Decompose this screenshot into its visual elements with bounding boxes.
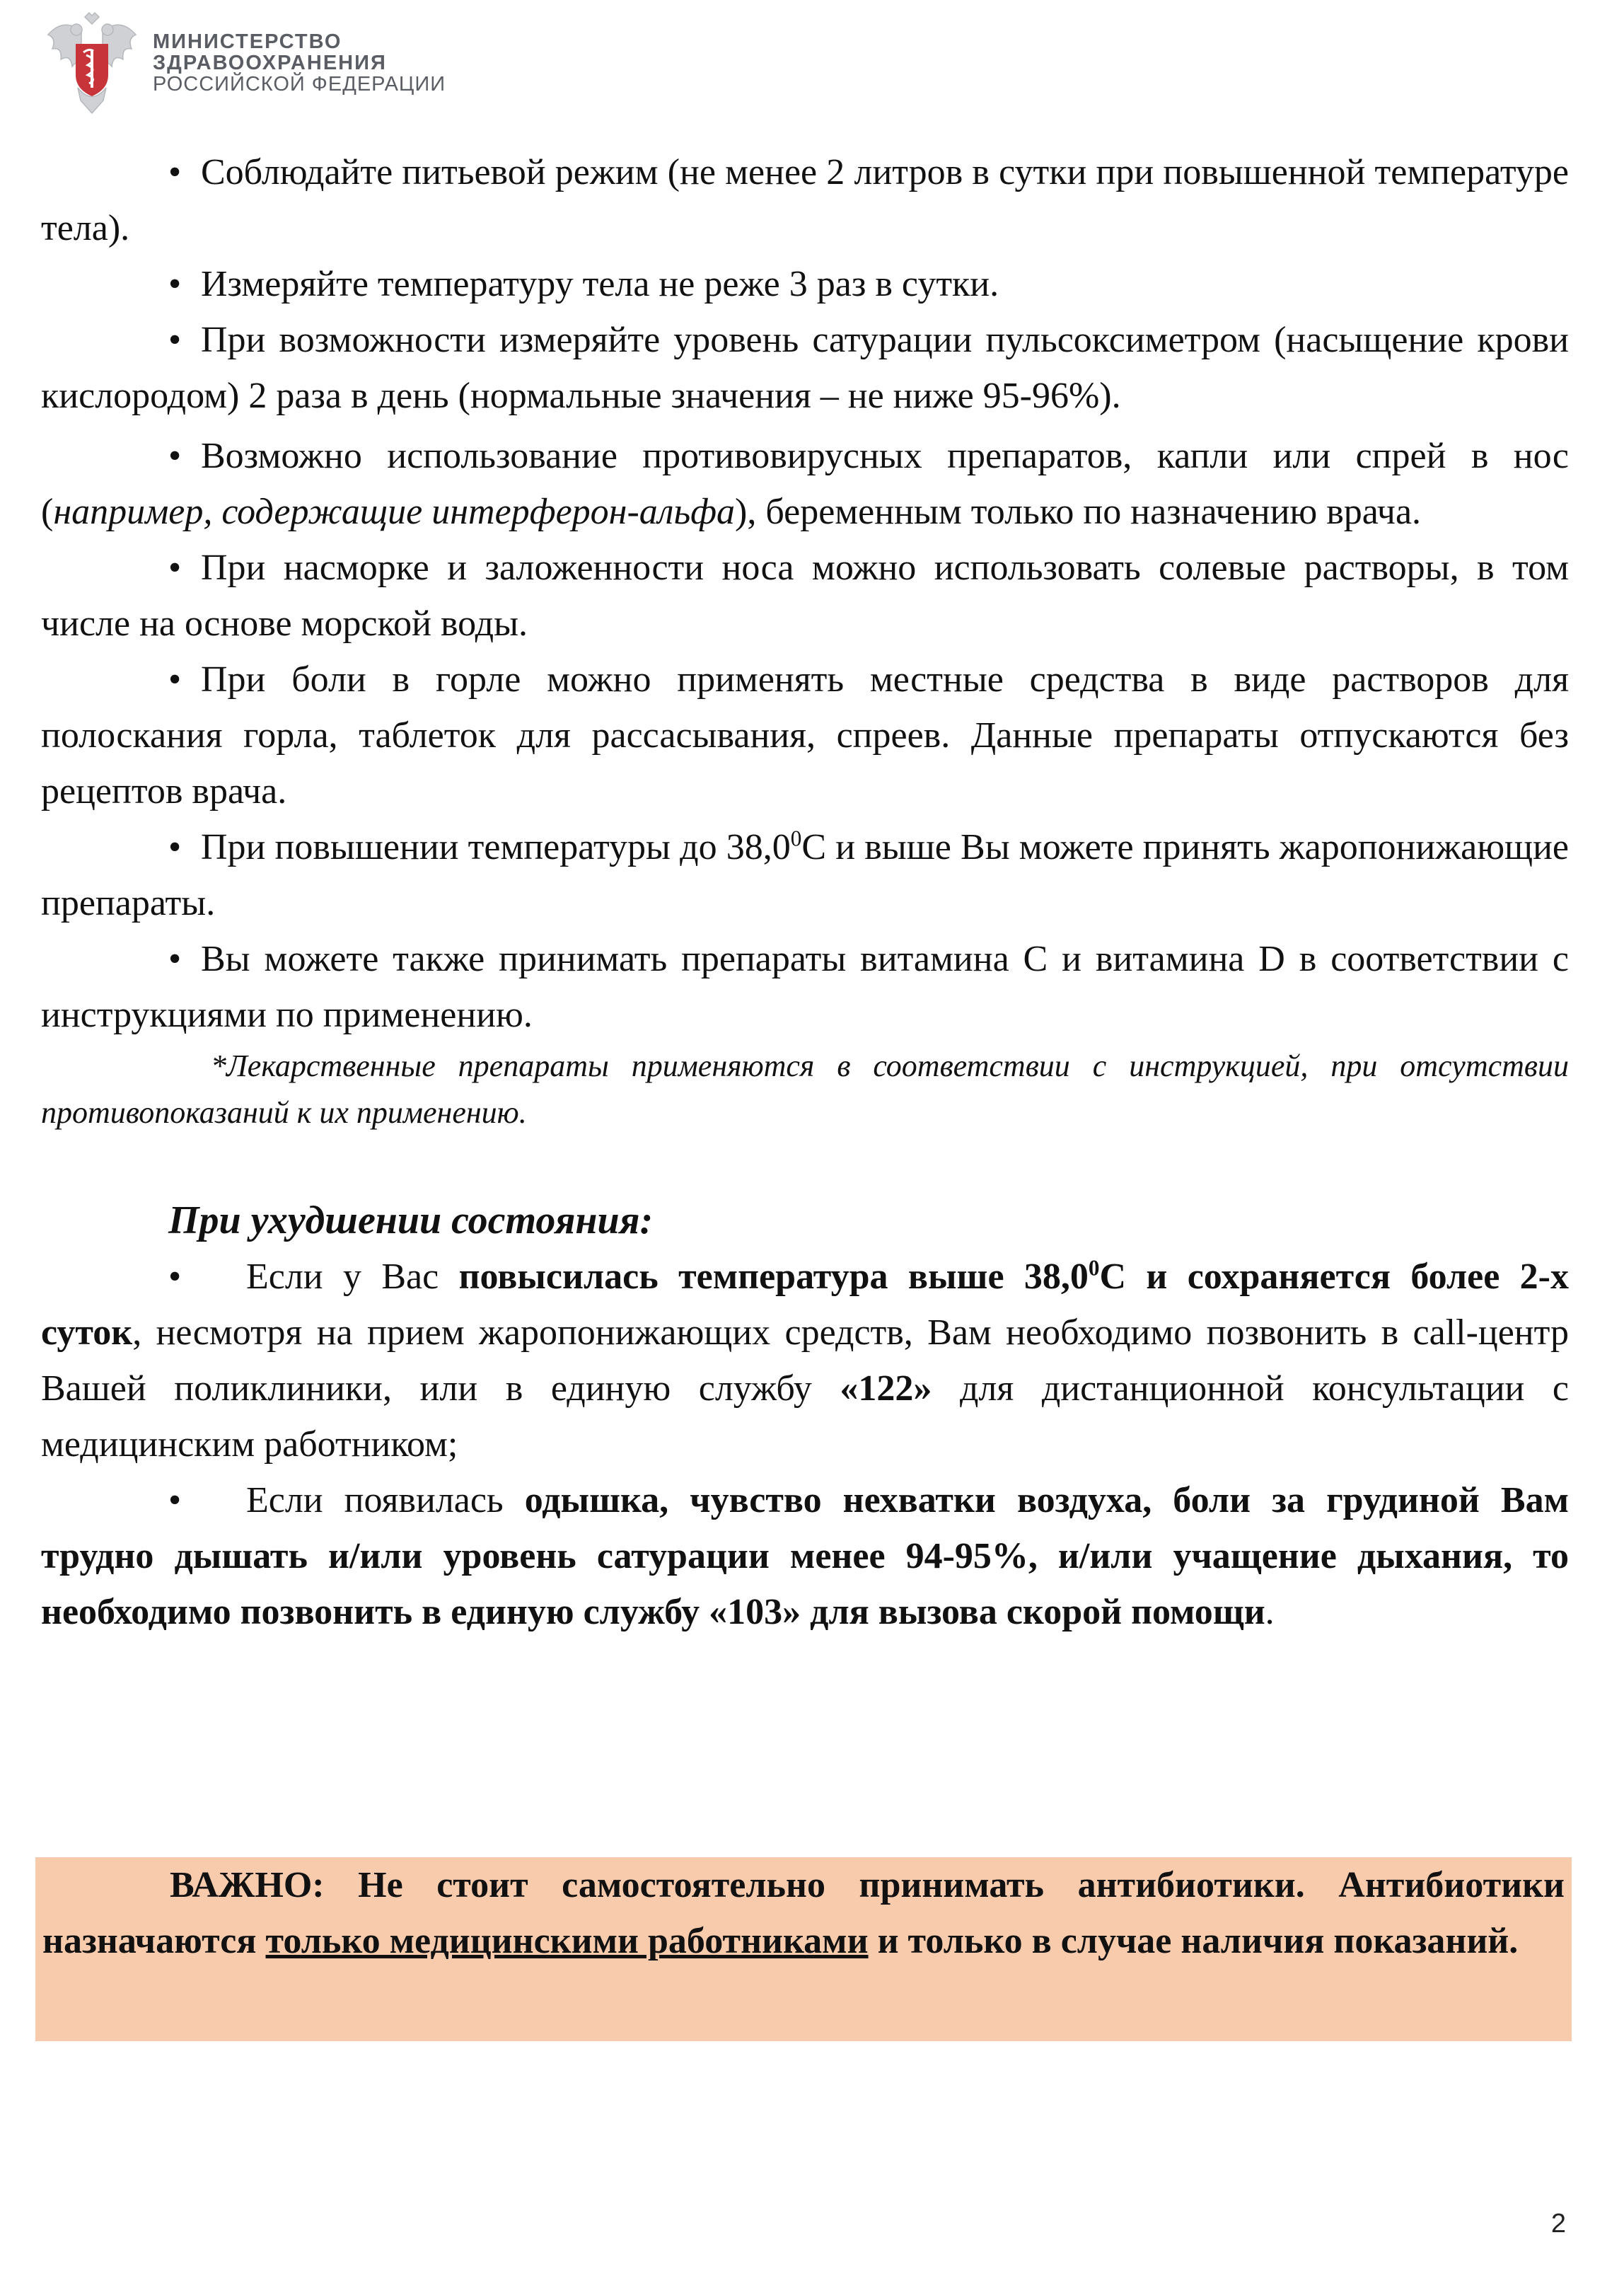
section-title-worsening: При ухудшении состояния: <box>168 1199 654 1242</box>
worsening-item-2: • Если появилась одышка, чувство нехватки воздуха, боли за грудиной Вам трудно дышать и/или уровень сатурации менее 94-95%, и/или учащение дыхания, то необходимо позвонить в единую службу «103» для вызова скорой помощи. <box>41 1472 1569 1640</box>
page-number: 2 <box>1550 2209 1566 2239</box>
bullet-item-1: • Соблюдайте питьевой режим (не менее 2 литров в сутки при повышенной температуре тела). <box>41 144 1569 256</box>
document-body <box>41 144 1569 1640</box>
warning-text: ВАЖНО: Не стоит самостоятельно принимать антибиотики. Антибиотики назначаются только медицинскими работниками и только в случае наличия показаний. <box>42 1865 1565 1961</box>
worsening-item-1: • Если у Вас повысилась температура выше 38,0$^0$С и сохраняется более 2-х суток, несмотря на прием жаропонижающих средств, Вам необходимо позвонить в call-центр Вашей поликлиники, или в единую службу «122» для дистанционной консультации с медицинским работником; <box>41 1249 1569 1472</box>
org-line-3: РОССИЙСКОЙ ФЕДЕРАЦИИ <box>153 73 446 96</box>
bullet-item-2: • Измеряйте температуру тела не реже 3 раз в сутки. <box>41 256 1569 312</box>
header <box>42 10 446 116</box>
bullet-icon: • <box>168 659 182 700</box>
bullet-item-8: • Вы можете также принимать препараты витамина С и витамина D в соответствии с инструкциями по применению. <box>41 931 1569 1043</box>
bullet-icon: • <box>168 320 182 360</box>
bullet-item-7: • При повышении температуры до 38,0$^0$С и выше Вы можете принять жаропонижающие препараты. <box>41 819 1569 931</box>
important-warning-box <box>35 1857 1572 2041</box>
bullet-icon: • <box>168 1257 182 1297</box>
bullet-icon: • <box>168 436 182 476</box>
footnote: *Лекарственные препараты применяются в соответствии с инструкцией, при отсутствии противопоказаний к их применению. <box>41 1049 1569 1130</box>
double-headed-eagle-emblem-icon <box>42 10 141 116</box>
bullet-item-3: • При возможности измеряйте уровень сатурации пульсоксиметром (насыщение крови кислородом) 2 раза в день (нормальные значения – не ниже 95-96%). <box>41 312 1569 424</box>
bullet-item-5: • При насморке и заложенности носа можно использовать солевые растворы, в том числе на основе морской воды. <box>41 540 1569 652</box>
bullet-icon: • <box>168 939 182 979</box>
bullet-icon: • <box>168 264 182 304</box>
bullet-item-4: • Возможно использование противовирусных препаратов, капли или спрей в нос (например, содержащие интерферон-альфа), беременным только по назначению врача. <box>41 428 1569 540</box>
bullet-icon: • <box>168 548 182 588</box>
bullet-icon: • <box>168 152 182 192</box>
org-line-1: МИНИСТЕРСТВО <box>153 30 342 53</box>
bullet-icon: • <box>168 827 182 867</box>
bullet-icon: • <box>168 1480 182 1520</box>
bullet-item-6: • При боли в горле можно применять местные средства в виде растворов для полоскания горла, таблеток для рассасывания, спреев. Данные препараты отпускаются без рецептов врача. <box>41 652 1569 819</box>
org-line-2: ЗДРАВООХРАНЕНИЯ <box>153 52 387 74</box>
ministry-name <box>153 31 446 95</box>
